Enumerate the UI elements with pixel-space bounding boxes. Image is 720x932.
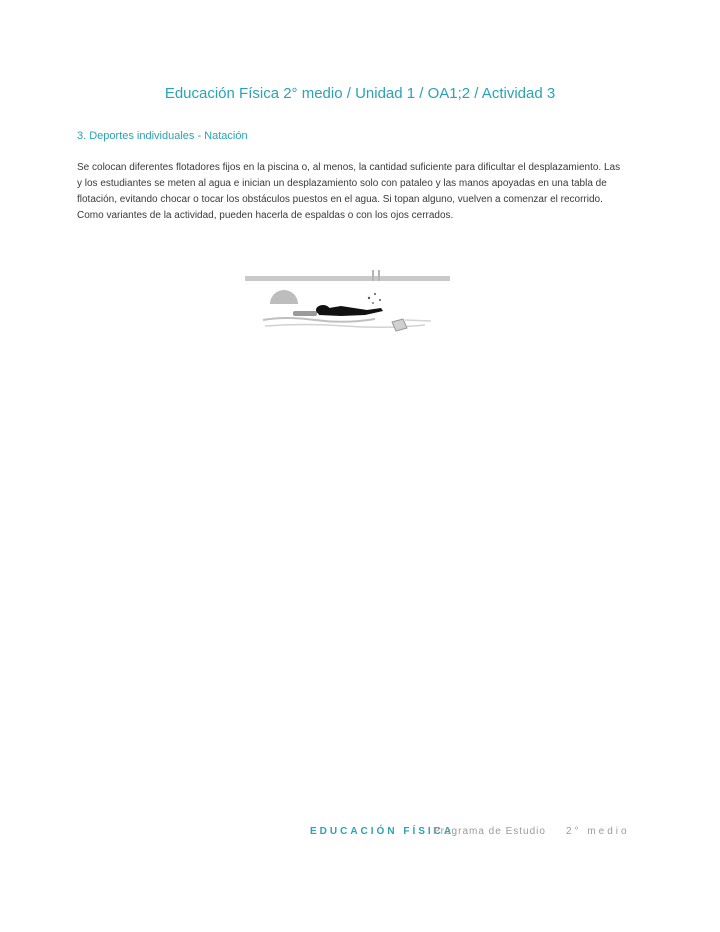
page-footer bbox=[0, 826, 720, 842]
activity-description: Se colocan diferentes flotadores fijos en la piscina o, al menos, la cantidad suficiente para dificultar el desplazamiento. Las y los estudiantes se meten al agua e inician un desplazamiento solo con pataleo y las manos apoyadas en una tabla de flotación, evitando chocar o tocar los obstáculos puestos en el agua. Si topan alguno, vuelven a comenzar el recorrido. Como variantes de la actividad, pueden hacerla de espaldas o con los ojos cerrados. bbox=[77, 162, 621, 221]
footer-grade: 2° medio bbox=[566, 826, 630, 837]
section-heading: 3. Deportes individuales - Natación bbox=[77, 130, 248, 142]
footer-program: Programa de Estudio bbox=[433, 826, 546, 837]
footer-brand: EDUCACIÓN FÍSICA bbox=[310, 826, 455, 837]
page-title: Educación Física 2° medio / Unidad 1 / OA1;2 / Actividad 3 bbox=[164, 85, 556, 102]
swimmer-with-kickboard-icon bbox=[245, 270, 455, 340]
